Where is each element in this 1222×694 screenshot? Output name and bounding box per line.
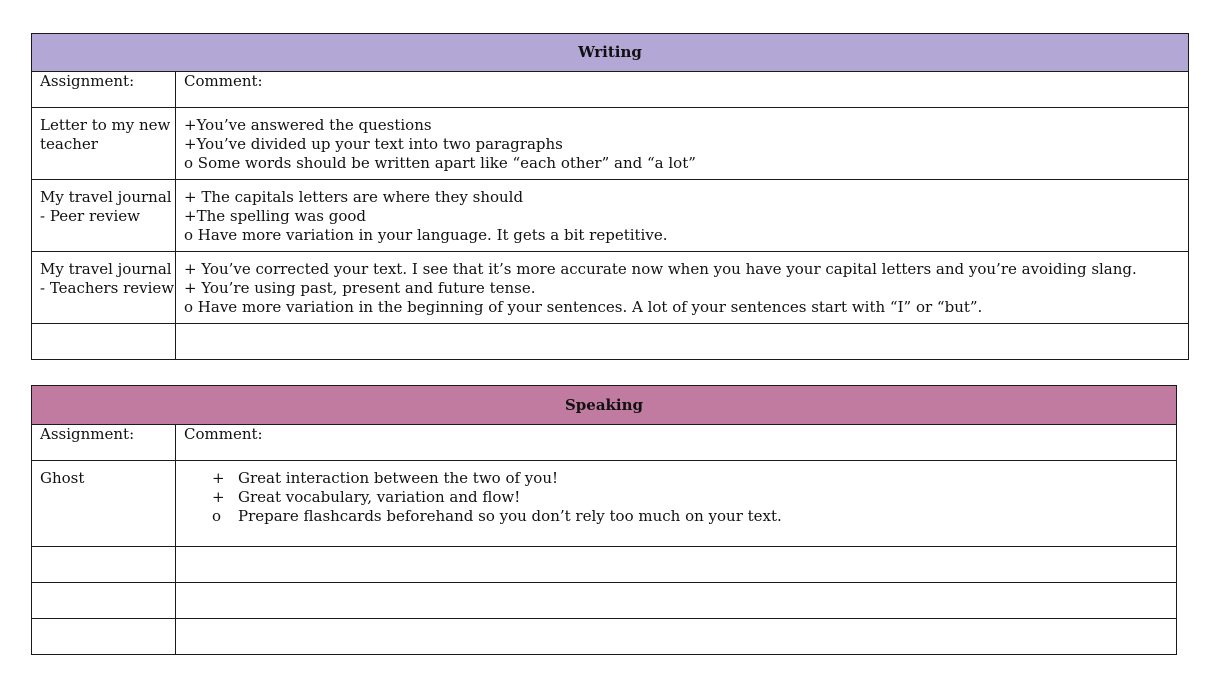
comment-line: + You’ve corrected your text. I see that it’s more accurate now when you have your capital letters and you’re avoiding slang.: [184, 260, 1137, 278]
comment-line: Great vocabulary, variation and flow!: [238, 488, 521, 506]
comment-list: [184, 469, 1168, 526]
empty-cell: [32, 583, 176, 619]
table-row: [32, 180, 1189, 252]
writing-table: [31, 33, 1189, 360]
empty-cell: [176, 583, 1177, 619]
comment-line: + You’re using past, present and future tense.: [184, 279, 536, 297]
empty-cell: [176, 619, 1177, 655]
comment-line: o Have more variation in the beginning of your sentences. A lot of your sentences start with “I” or “but”.: [184, 298, 983, 316]
comment-line: Great interaction between the two of you!: [238, 469, 559, 487]
assignment-text: - Teachers review: [40, 279, 175, 297]
list-item: [212, 507, 1168, 526]
empty-row: [32, 324, 1189, 360]
assignment-text: My travel journal: [40, 260, 172, 278]
comment-cell: [176, 180, 1189, 252]
speaking-comment-header: Comment:: [176, 425, 1177, 461]
empty-cell: [176, 324, 1189, 360]
list-item: [212, 488, 1168, 507]
empty-cell: [32, 619, 176, 655]
comment-line: Prepare flashcards beforehand so you don’t rely too much on your text.: [238, 507, 782, 525]
list-item: [212, 469, 1168, 488]
table-row: [32, 252, 1189, 324]
circle-bullet: o: [212, 507, 222, 525]
assignment-text: Letter to my new: [40, 116, 171, 134]
speaking-table: [31, 385, 1177, 655]
table-row: [32, 461, 1177, 547]
comment-cell: [176, 108, 1189, 180]
assignment-cell: [32, 180, 176, 252]
assignment-cell: Ghost: [32, 461, 176, 547]
empty-row: [32, 619, 1177, 655]
writing-assignment-header: Assignment:: [32, 72, 176, 108]
assignment-text: teacher: [40, 135, 98, 153]
comment-line: +You’ve answered the questions: [184, 116, 432, 134]
assignment-text: My travel journal: [40, 188, 172, 206]
writing-title: Writing: [32, 34, 1189, 72]
comment-line: +You’ve divided up your text into two paragraphs: [184, 135, 563, 153]
assignment-cell: [32, 108, 176, 180]
plus-bullet: +: [212, 488, 225, 506]
speaking-assignment-header: Assignment:: [32, 425, 176, 461]
assignment-text: - Peer review: [40, 207, 140, 225]
empty-cell: [32, 324, 176, 360]
comment-line: +The spelling was good: [184, 207, 366, 225]
table-row: [32, 108, 1189, 180]
assignment-cell: [32, 252, 176, 324]
comment-line: o Some words should be written apart like “each other” and “a lot”: [184, 154, 696, 172]
empty-cell: [32, 547, 176, 583]
plus-bullet: +: [212, 469, 225, 487]
comment-cell: [176, 461, 1177, 547]
writing-comment-header: Comment:: [176, 72, 1189, 108]
empty-row: [32, 547, 1177, 583]
empty-cell: [176, 547, 1177, 583]
comment-line: o Have more variation in your language. It gets a bit repetitive.: [184, 226, 668, 244]
comment-cell: [176, 252, 1189, 324]
empty-row: [32, 583, 1177, 619]
comment-line: + The capitals letters are where they should: [184, 188, 524, 206]
speaking-title: Speaking: [32, 386, 1177, 425]
